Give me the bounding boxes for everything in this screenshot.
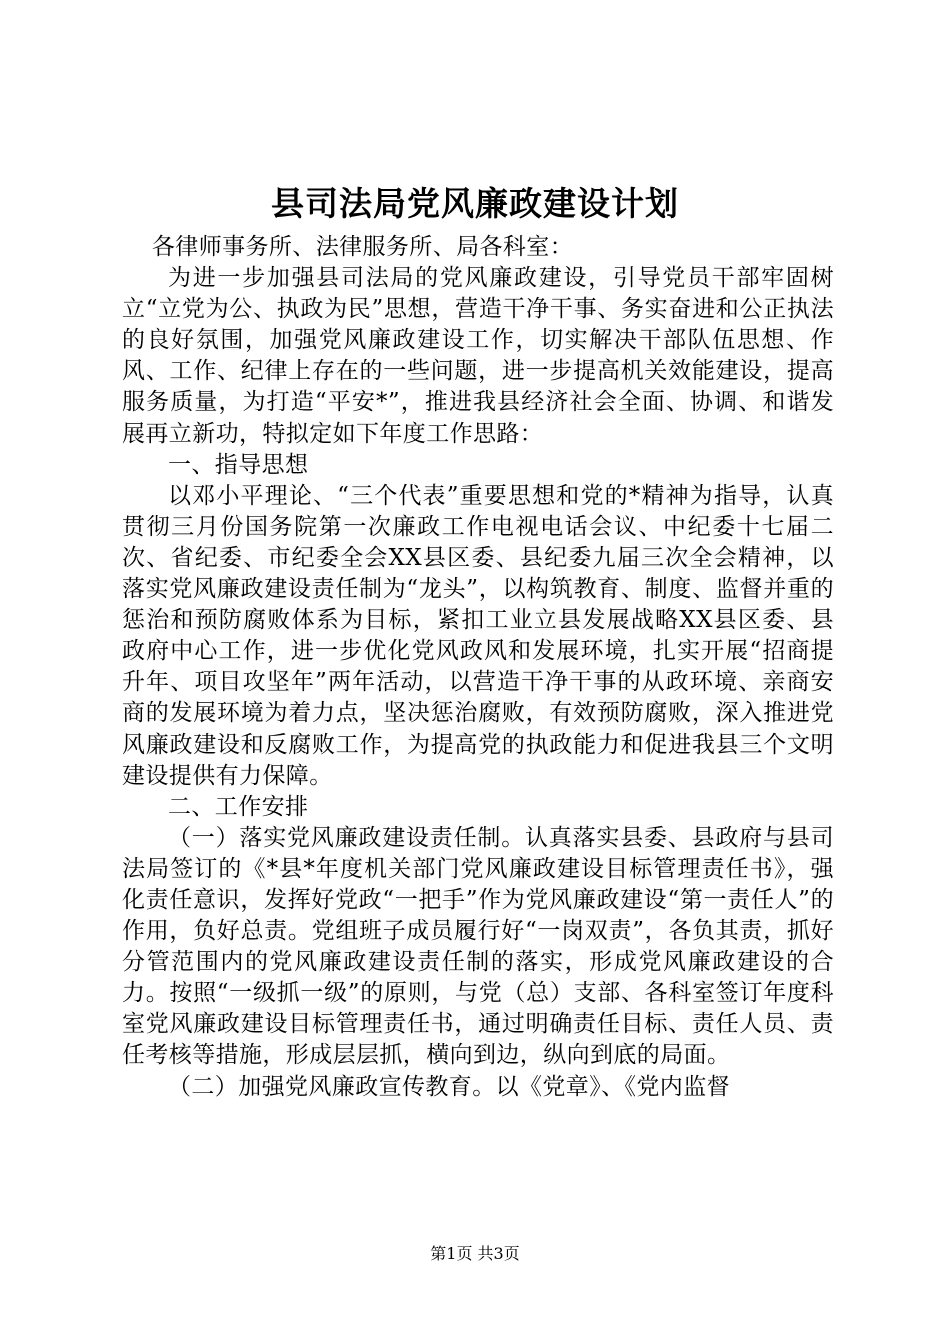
- document-title: 县司法局党风廉政建设计划: [271, 184, 679, 223]
- paragraph-intro: 为进一步加强县司法局的党风廉政建设，引导党员干部牢固树立“立党为公、执政为民”思想，营造干净干事、务实奋进和公正执法的良好氛围，加强党风廉政建设工作，切实解决干部队伍思想、作风、工作、纪律上存在的一些问题，进一步提高机关效能建设，提高服务质量，为打造“平安*”，推进我县经济社会全面、协调、和谐发展再立新功，特拟定如下年度工作思路：: [122, 265, 834, 447]
- paragraph-guiding-thought: 以邓小平理论、“三个代表”重要思想和党的*精神为指导，认真贯彻三月份国务院第一次廉政工作电视电话会议、中纪委十七届二次、省纪委、市纪委全会XX县区委、县纪委九届三次全会精神，以落实党风廉政建设责任制为“龙头”，以构筑教育、制度、监督并重的惩治和预防腐败体系为目标，紧扣工业立县发展战略XX县区委、县政府中心工作，进一步优化党风政风和发展环境，扎实开展“招商提升年、项目攻坚年”两年活动，以营造干净干事的从政环境、亲商安商的发展环境为着力点，坚决惩治腐败，有效预防腐败，深入推进党风廉政建设和反腐败工作，为提高党的执政能力和促进我县三个文明建设提供有力保障。: [122, 482, 834, 789]
- salutation: 各律师事务所、法律服务所、局各科室：: [151, 234, 574, 260]
- page-footer: 第1页 共3页: [430, 1244, 520, 1263]
- paragraph-education: （二）加强党风廉政宣传教育。以《党章》、《党内监督: [168, 1073, 730, 1100]
- document-body: [122, 232, 834, 1103]
- section-heading-work-arrangement: 二、工作安排: [168, 793, 309, 820]
- paragraph-responsibility-system: （一）落实党风廉政建设责任制。认真落实县委、县政府与县司法局签订的《*县*年度机关部门党风廉政建设目标管理责任书》，强化责任意识，发挥好党政“一把手”作为党风廉政建设“第一责任人”的作用，负好总责。党组班子成员履行好“一岗双责”，各负其责，抓好分管范围内的党风廉政建设责任制的落实，形成党风廉政建设的合力。按照“一级抓一级”的原则，与党（总）支部、各科室签订年度科室党风廉政建设目标管理责任书，通过明确责任目标、责任人员、责任考核等措施，形成层层抓，横向到边，纵向到底的局面。: [122, 824, 834, 1069]
- section-heading-guiding-thought: 一、指导思想: [168, 451, 309, 478]
